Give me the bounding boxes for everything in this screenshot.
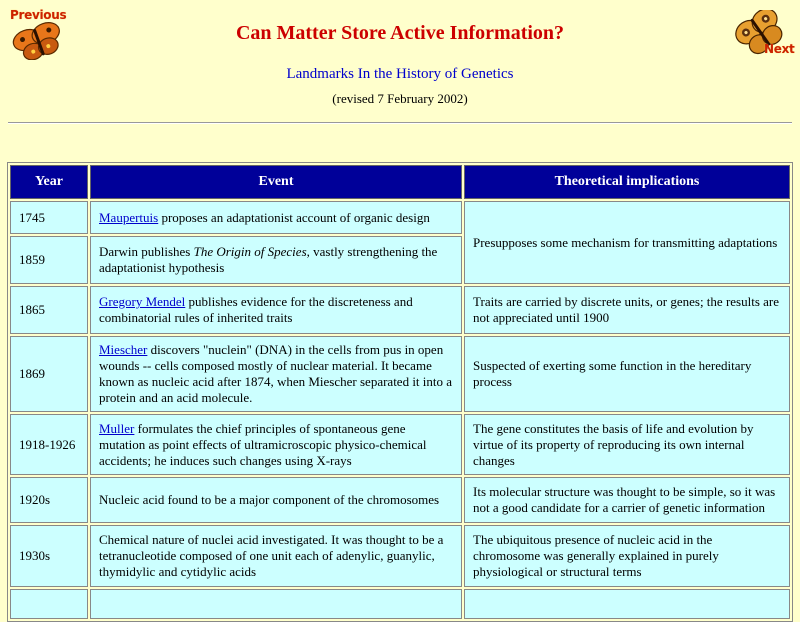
- maupertuis-link[interactable]: Maupertuis: [99, 209, 159, 225]
- event-text: discovers "nuclein" (DNA) in the cells from pus in open wounds -- cells composed mostly of nuclear material. It became known as nucleic acid after 1874, when Miescher separated it into a protein and an acid molecule.: [99, 342, 453, 405]
- page-title: Can Matter Store Active Information?: [235, 22, 565, 44]
- table-row: [10, 286, 790, 334]
- table-row: [10, 414, 790, 475]
- event-cell: [90, 236, 462, 284]
- next-label: Next: [764, 42, 795, 56]
- event-cell: Nucleic acid found to be a major component of the chromosomes: [90, 477, 462, 523]
- table-row: [10, 589, 790, 619]
- revision-date: (revised 7 February 2002): [332, 91, 468, 106]
- event-cell: [90, 414, 462, 475]
- implication-cell: Its molecular structure was thought to be simple, so it was not a good candidate for a carrier of genetic information: [464, 477, 790, 523]
- event-text: formulates the chief principles of spontaneous gene mutation as point effects of ultramicroscopic physico-chemical accidents; he induces such changes using X-rays: [99, 420, 427, 468]
- table-row: [10, 201, 790, 234]
- column-header-implications: Theoretical implications: [464, 165, 790, 199]
- event-text: publishes evidence for the discreteness and combinatorial rules of inherited traits: [99, 294, 413, 325]
- muller-link[interactable]: Muller: [99, 420, 135, 436]
- event-cell: [90, 336, 462, 412]
- implication-cell: [464, 589, 790, 619]
- year-cell: 1859: [10, 236, 88, 284]
- miescher-link[interactable]: Miescher: [99, 342, 148, 357]
- year-cell: 1920s: [10, 477, 88, 523]
- genetics-history-table: [7, 162, 793, 622]
- year-cell: 1745: [10, 201, 88, 234]
- event-text: proposes an adaptationist account of organic design: [158, 209, 430, 225]
- year-cell: [10, 589, 88, 619]
- event-text: , vastly strengthening the adaptationist hypothesis: [99, 244, 438, 275]
- event-cell: [90, 201, 462, 234]
- previous-label: Previous: [10, 8, 67, 22]
- implication-cell: Presupposes some mechanism for transmitting adaptations: [464, 201, 790, 284]
- table-row: [10, 525, 790, 587]
- page-subtitle: Landmarks In the History of Genetics: [286, 66, 514, 82]
- event-text: Darwin publishes: [99, 244, 194, 259]
- table-row: [10, 477, 790, 523]
- year-cell: 1869: [10, 336, 88, 412]
- year-cell: 1930s: [10, 525, 88, 587]
- column-header-event: Event: [90, 165, 462, 199]
- implication-cell: Traits are carried by discrete units, or genes; the results are not appreciated until 1900: [464, 286, 790, 334]
- event-cell: [90, 286, 462, 334]
- event-cell: Chemical nature of nuclei acid investigated. It was thought to be a tetranucleotide composed of one unit each of adenylic, guanylic, thymidylic and cytidylic acids: [90, 525, 462, 587]
- event-cell: [90, 589, 462, 619]
- implication-cell: Suspected of exerting some function in the hereditary process: [464, 336, 790, 412]
- column-header-year: Year: [10, 165, 88, 199]
- implication-cell: The gene constitutes the basis of life and evolution by virtue of its property of reproducing its own internal changes: [464, 414, 790, 475]
- gregory-mendel-link[interactable]: Gregory Mendel: [99, 294, 186, 309]
- table-header-row: [10, 165, 790, 199]
- book-title: The Origin of Species: [193, 244, 307, 259]
- year-cell: 1918-1926: [10, 414, 88, 475]
- year-cell: 1865: [10, 286, 88, 334]
- table-row: [10, 336, 790, 412]
- implication-cell: The ubiquitous presence of nucleic acid in the chromosome was generally explained in purely physiological or structural terms: [464, 525, 790, 587]
- horizontal-rule: [8, 122, 792, 124]
